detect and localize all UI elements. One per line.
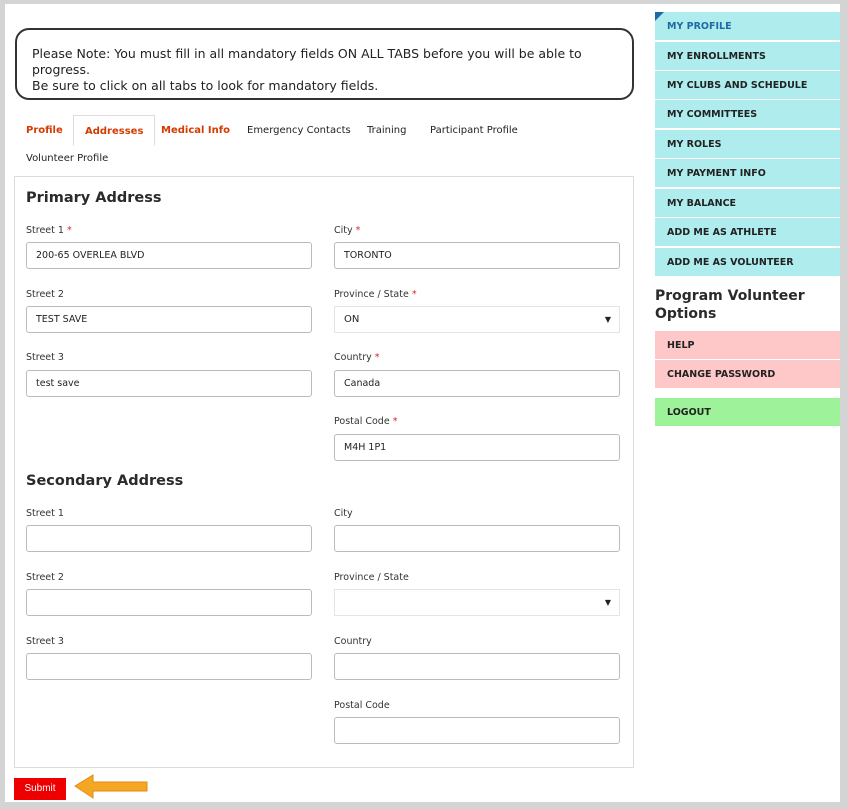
sidebar-item-my-enrollments[interactable]: MY ENROLLMENTS <box>655 42 840 71</box>
sidebar-item-logout[interactable]: LOGOUT <box>655 398 840 427</box>
secondary-country-input[interactable] <box>334 653 620 680</box>
tab-medical-info[interactable]: Medical Info <box>161 125 230 136</box>
sidebar-item-my-clubs-and-schedule[interactable]: MY CLUBS AND SCHEDULE <box>655 71 840 100</box>
sidebar-item-my-roles[interactable]: MY ROLES <box>655 130 840 159</box>
page <box>5 4 840 802</box>
primary-province-value: ON <box>344 314 360 325</box>
sidebar-item-my-payment-info[interactable]: MY PAYMENT INFO <box>655 159 840 188</box>
tab-addresses[interactable]: Addresses <box>73 115 155 146</box>
primary-street1-input[interactable] <box>26 242 312 269</box>
primary-country-label: Country * <box>334 352 380 363</box>
primary-country-input[interactable] <box>334 370 620 397</box>
secondary-province-select[interactable] <box>334 589 620 616</box>
sidebar-item-my-committees[interactable]: MY COMMITTEES <box>655 100 840 129</box>
program-volunteer-options-heading: Program Volunteer Options <box>655 288 805 322</box>
secondary-city-label: City <box>334 508 353 519</box>
sidebar-item-help[interactable]: HELP <box>655 331 840 360</box>
sidebar-item-change-password[interactable]: CHANGE PASSWORD <box>655 360 840 389</box>
secondary-province-label: Province / State <box>334 572 409 583</box>
sidebar-item-my-profile[interactable]: MY PROFILE <box>655 12 840 41</box>
secondary-street2-input[interactable] <box>26 589 312 616</box>
chevron-down-icon: ▼ <box>604 598 611 607</box>
secondary-postal-input[interactable] <box>334 717 620 744</box>
required-asterisk: * <box>392 416 398 427</box>
primary-street2-input[interactable] <box>26 306 312 333</box>
tab-participant-profile[interactable]: Participant Profile <box>430 125 518 136</box>
required-asterisk: * <box>411 289 417 300</box>
mandatory-fields-notice <box>15 28 634 100</box>
primary-city-input[interactable] <box>334 242 620 269</box>
tab-volunteer-profile[interactable]: Volunteer Profile <box>26 153 109 164</box>
primary-street3-input[interactable] <box>26 370 312 397</box>
tab-emergency-contacts[interactable]: Emergency Contacts <box>247 125 351 136</box>
secondary-address-title: Secondary Address <box>26 473 184 489</box>
secondary-street3-label: Street 3 <box>26 636 64 647</box>
secondary-country-label: Country <box>334 636 372 647</box>
primary-street2-label: Street 2 <box>26 289 64 300</box>
chevron-down-icon: ▼ <box>604 315 611 324</box>
required-asterisk: * <box>355 225 361 236</box>
secondary-street1-input[interactable] <box>26 525 312 552</box>
active-corner-marker <box>655 12 664 21</box>
primary-postal-label: Postal Code * <box>334 416 398 427</box>
secondary-street2-label: Street 2 <box>26 572 64 583</box>
notice-line-2: Be sure to click on all tabs to look for mandatory fields. <box>32 78 379 93</box>
primary-province-select[interactable] <box>334 306 620 333</box>
primary-province-label: Province / State * <box>334 289 417 300</box>
primary-city-label: City * <box>334 225 361 236</box>
primary-street1-label: Street 1 * <box>26 225 72 236</box>
primary-street3-label: Street 3 <box>26 352 64 363</box>
notice-line-1: Please Note: You must fill in all mandatory fields ON ALL TABS before you will be able to progress. <box>32 46 582 77</box>
address-form-panel <box>14 176 634 768</box>
secondary-city-input[interactable] <box>334 525 620 552</box>
required-asterisk: * <box>66 225 72 236</box>
submit-button[interactable]: Submit <box>14 778 66 800</box>
sidebar-item-add-me-as-volunteer[interactable]: ADD ME AS VOLUNTEER <box>655 248 840 277</box>
secondary-street1-label: Street 1 <box>26 508 64 519</box>
sidebar-item-add-me-as-athlete[interactable]: ADD ME AS ATHLETE <box>655 218 840 247</box>
tab-profile[interactable]: Profile <box>26 125 63 136</box>
secondary-postal-label: Postal Code <box>334 700 390 711</box>
required-asterisk: * <box>374 352 380 363</box>
primary-postal-input[interactable] <box>334 434 620 461</box>
tab-training[interactable]: Training <box>367 125 407 136</box>
primary-address-title: Primary Address <box>26 190 162 206</box>
secondary-street3-input[interactable] <box>26 653 312 680</box>
arrow-left-icon <box>71 772 153 802</box>
sidebar-item-my-balance[interactable]: MY BALANCE <box>655 189 840 218</box>
